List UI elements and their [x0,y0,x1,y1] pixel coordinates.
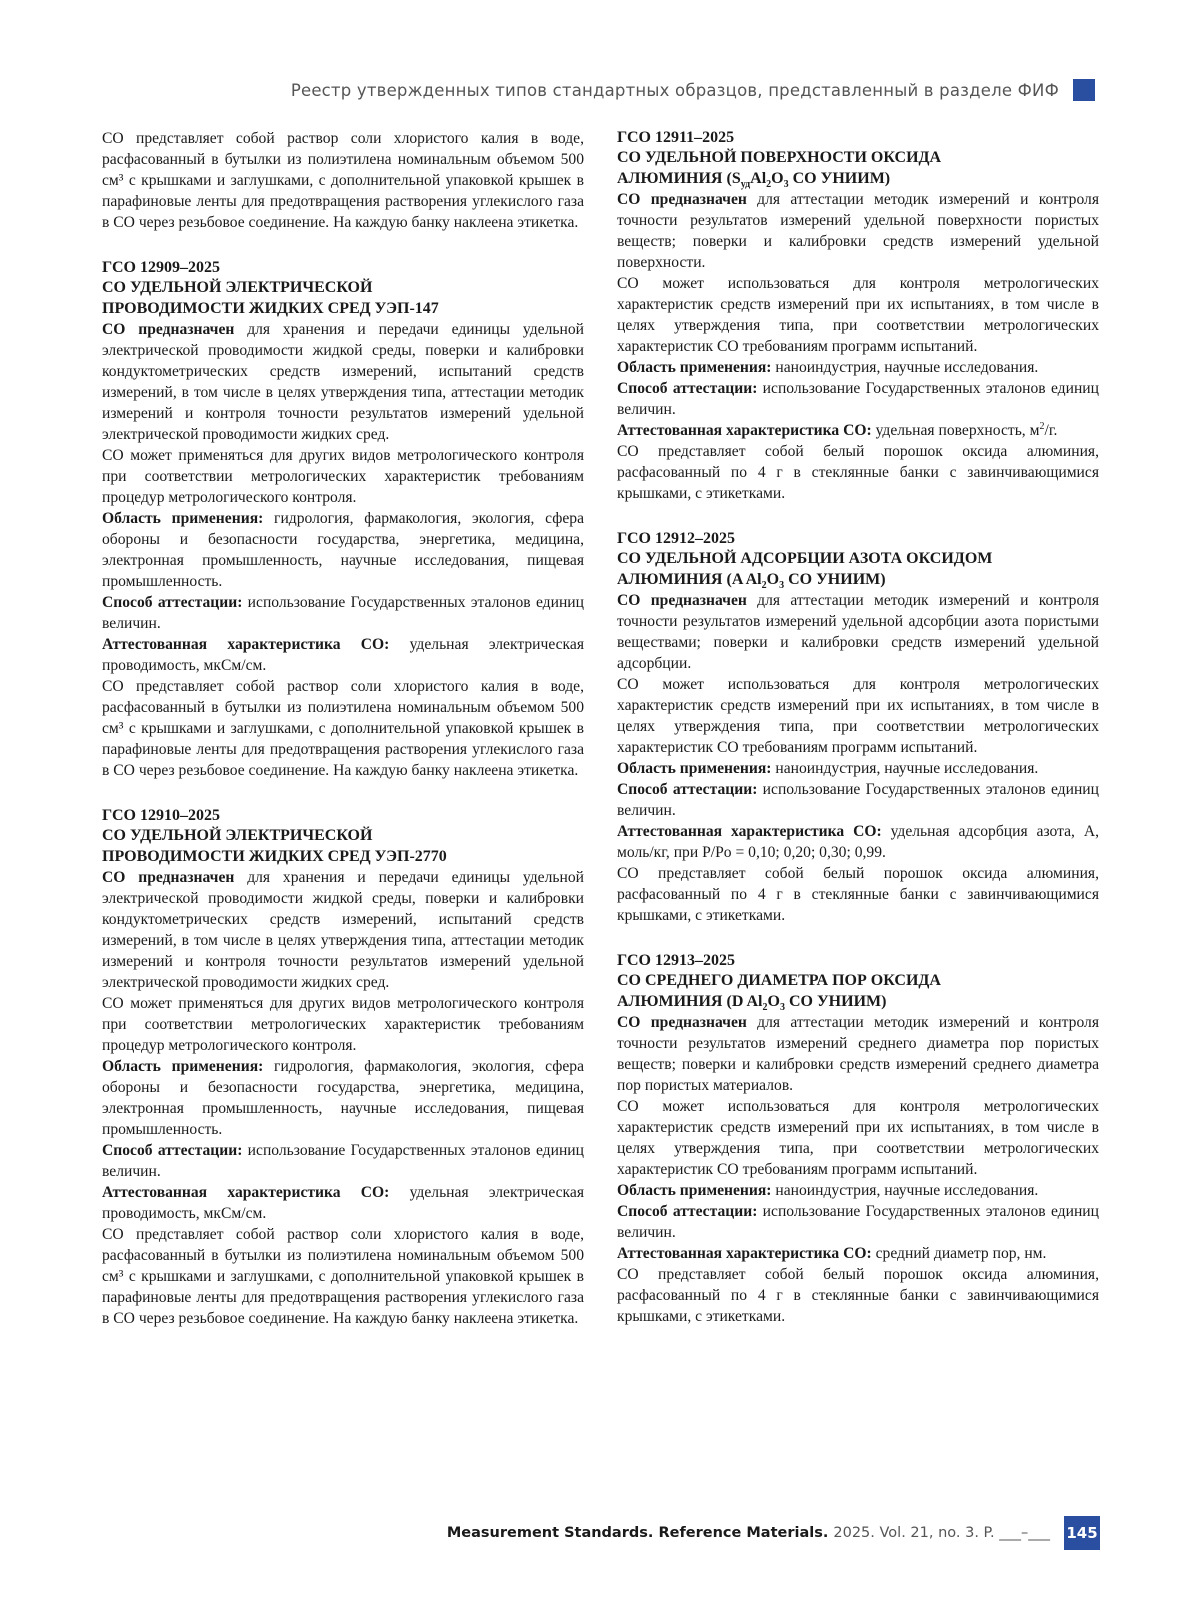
purpose-label: СО предназначен [617,1014,747,1031]
entry-title-line1: СО УДЕЛЬНОЙ ЭЛЕКТРИЧЕСКОЙ [102,279,373,296]
entry-other-use: СО может использоваться для контроля метрологических характеристик средств измерений при их испытаниях, в том числе в целях утверждения типа, при соответствии метрологических характеристик СО требованиям программ испытаний. [617,676,1099,756]
entry-title-line1: СО УДЕЛЬНОЙ ПОВЕРХНОСТИ ОКСИДА [617,149,942,166]
entry-other-use: СО может использоваться для контроля метрологических характеристик средств измерений при их испытаниях, в том числе в целях утверждения типа, при соответствии метрологических характеристик СО требованиям программ испытаний. [617,275,1099,355]
entry-area [617,1180,1099,1201]
entry-description: СО представляет собой белый порошок оксида алюминия, расфасованный по 4 г в стеклянные банки с завинчивающимися крышками, с этикетками. [617,865,1099,924]
entry-characteristic [102,1182,584,1224]
entry-gso-12913 [617,951,1099,1327]
page-number: 145 [1064,1516,1100,1550]
entry-description: СО представляет собой раствор соли хлористого калия в воде, расфасованный в бутылки из полиэтилена номинальным объемом 500 см³ с крышками и заглушками, с дополнительной упаковкой крышек в парафиновые ленты для предотвращения растворения углекислого газа в СО через резьбовое соединение. На каждую банку наклеена этикетка. [102,678,584,779]
entry-characteristic [102,634,584,676]
purpose-label: СО предназначен [102,869,235,886]
entry-characteristic [617,821,1099,863]
characteristic-text: удельная электрическая проводимость, мкСм/см. [102,1184,584,1222]
area-label: Область применения: [102,510,264,527]
area-label: Область применения: [617,359,772,376]
running-header [291,78,1095,102]
area-label: Область применения: [617,760,772,777]
entry-method [102,1140,584,1182]
entry-other-use: СО может применяться для других видов метрологического контроля при соответствии метрологических характеристик требованиям процедур метрологического контроля. [102,447,584,506]
entry-area [617,758,1099,779]
purpose-text: для хранения и передачи единицы удельной электрической проводимости жидкой среды, поверки и калибровки кондуктометрических средств измерений, испытаний средств измерений, в том числе в целях утверждения типа, аттестации методик измерений и контроля точности результатов измерений удельной электрической проводимости жидких сред. [102,321,584,443]
method-text: использование Государственных эталонов единиц величин. [617,380,1099,418]
page-footer [447,1516,1100,1550]
entry-title-line2: АЛЮМИНИЯ (D $Al_2O_3$ СО УНИИМ) [617,992,887,1013]
characteristic-label: Аттестованная характеристика СО: [617,823,882,840]
characteristic-text: удельная электрическая проводимость, мкСм/см. [102,636,584,674]
purpose-label: СО предназначен [617,592,747,609]
method-text: использование Государственных эталонов единиц величин. [617,1203,1099,1241]
entry-area [102,1056,584,1140]
entry-characteristic: Аттестованная характеристика СО: удельная поверхность, $м^2/г$. [617,420,1058,439]
right-column [617,128,1099,1327]
entry-title-line1: СО УДЕЛЬНОЙ ЭЛЕКТРИЧЕСКОЙ [102,827,373,844]
entry-description: СО представляет собой раствор соли хлористого калия в воде, расфасованный в бутылки из полиэтилена номинальным объемом 500 см³ с крышками и заглушками, с дополнительной упаковкой крышек в парафиновые ленты для предотвращения растворения углекислого газа в СО через резьбовое соединение. На каждую банку наклеена этикетка. [102,1226,584,1327]
characteristic-text: средний диаметр пор, нм. [871,1245,1047,1262]
method-text: использование Государственных эталонов единиц величин. [102,1142,584,1180]
left-column [102,128,584,1329]
method-label: Способ аттестации: [102,1142,243,1159]
method-text: использование Государственных эталонов единиц величин. [617,781,1099,819]
entry-gso-12911 [617,128,1099,504]
entry-method [617,1201,1099,1243]
intro-description: СО представляет собой раствор соли хлористого калия в воде, расфасованный в бутылки из полиэтилена номинальным объемом 500 см³ с крышками и заглушками, с дополнительной упаковкой крышек в парафиновые ленты для предотвращения растворения углекислого газа в СО через резьбовое соединение. На каждую банку наклеена этикетка. [102,130,584,231]
area-text: наноиндустрия, научные исследования. [771,760,1039,777]
entry-method [617,378,1099,420]
entry-other-use: СО может использоваться для контроля метрологических характеристик средств измерений при их испытаниях, в том числе в целях утверждения типа, при соответствии метрологических характеристик СО требованиям программ испытаний. [617,1098,1099,1178]
entry-code: ГСО 12911–2025 [617,129,735,146]
characteristic-label: Аттестованная характеристика СО: [102,1184,390,1201]
entry-title-line2: ПРОВОДИМОСТИ ЖИДКИХ СРЕД УЭП-147 [102,299,439,317]
entry-area [102,508,584,592]
purpose-text: для хранения и передачи единицы удельной электрической проводимости жидкой среды, поверки и калибровки кондуктометрических средств измерений, испытаний средств измерений, в том числе в целях утверждения типа, аттестации методик измерений и контроля точности результатов измерений удельной электрической проводимости жидких сред. [102,869,584,991]
entry-other-use: СО может применяться для других видов метрологического контроля при соответствии метрологических характеристик требованиям процедур метрологического контроля. [102,995,584,1054]
area-text: гидрология, фармакология, экология, сфера обороны и безопасности государства, энергетика, медицина, электронная промышленность, научные исследования, пищевая промышленность. [102,510,584,590]
purpose-text: для аттестации методик измерений и контроля точности результатов измерений удельной поверхности пористых веществ; поверки и калибровки средств измерений удельной поверхности. [617,191,1099,271]
purpose-label: СО предназначен [617,191,747,208]
area-text: гидрология, фармакология, экология, сфера обороны и безопасности государства, энергетика, медицина, электронная промышленность, научные исследования, пищевая промышленность. [102,1058,584,1138]
purpose-text: для аттестации методик измерений и контроля точности результатов измерений удельной адсорбции азота пористыми веществами; поверки и калибровки средств измерений удельной адсорбции. [617,592,1099,672]
entry-purpose [617,1012,1099,1096]
entry-area [617,357,1099,378]
characteristic-label: Аттестованная характеристика СО: [102,636,390,653]
entry-title-line1: СО СРЕДНЕГО ДИАМЕТРА ПОР ОКСИДА [617,972,941,989]
entry-purpose [617,590,1099,674]
entry-code: ГСО 12913–2025 [617,952,735,969]
entry-purpose [102,319,584,445]
area-text: наноиндустрия, научные исследования. [771,1182,1039,1199]
method-label: Способ аттестации: [617,380,758,397]
entry-title-line2: АЛЮМИНИЯ ($S_{уд}Al_2O_3$ СО УНИИМ) [617,169,891,190]
entry-gso-12909 [102,258,584,781]
area-label: Область применения: [102,1058,264,1075]
area-label: Область применения: [617,1182,772,1199]
entry-description: СО представляет собой белый порошок оксида алюминия, расфасованный по 4 г в стеклянные банки с завинчивающимися крышками, с этикетками. [617,443,1099,502]
entry-title-line2: ПРОВОДИМОСТИ ЖИДКИХ СРЕД УЭП-2770 [102,847,447,865]
method-text: использование Государственных эталонов единиц величин. [102,594,584,632]
characteristic-label: Аттестованная характеристика СО: [617,1245,872,1262]
characteristic-text: удельная адсорбция азота, A, моль/кг, при P/Po = 0,10; 0,20; 0,30; 0,99. [617,823,1099,861]
method-label: Способ аттестации: [617,781,758,798]
purpose-text: для аттестации методик измерений и контроля точности результатов измерений среднего диаметра пор пористых веществ; поверки и калибровки средств измерений среднего диаметра пор пористых материалов. [617,1014,1099,1094]
header-accent-square [1073,79,1095,101]
entry-gso-12910 [102,806,584,1329]
entry-gso-12912 [617,529,1099,926]
area-text: наноиндустрия, научные исследования. [771,359,1039,376]
entry-title-line2: АЛЮМИНИЯ (A $Al_2O_3$ СО УНИИМ) [617,570,886,591]
entry-method [102,592,584,634]
entry-description: СО представляет собой белый порошок оксида алюминия, расфасованный по 4 г в стеклянные банки с завинчивающимися крышками, с этикетками. [617,1266,1099,1325]
entry-title-line1: СО УДЕЛЬНОЙ АДСОРБЦИИ АЗОТА ОКСИДОМ [617,550,993,567]
method-label: Способ аттестации: [102,594,243,611]
entry-method [617,779,1099,821]
entry-purpose [102,867,584,993]
running-title: Реестр утвержденных типов стандартных образцов, представленный в разделе ФИФ [290,80,1059,100]
entry-code: ГСО 12912–2025 [617,530,735,547]
entry-purpose [617,189,1099,273]
entry-code: ГСО 12910–2025 [102,807,220,824]
journal-issue: 2025. Vol. 21, no. 3. P. ___–___ [833,1525,1050,1541]
entry-characteristic [617,1243,1099,1264]
journal-name: Measurement Standards. Reference Materials. [446,1525,829,1541]
purpose-label: СО предназначен [102,321,235,338]
characteristic-label: Аттестованная характеристика СО: [617,422,872,439]
method-label: Способ аттестации: [617,1203,758,1220]
entry-code: ГСО 12909–2025 [102,259,220,276]
